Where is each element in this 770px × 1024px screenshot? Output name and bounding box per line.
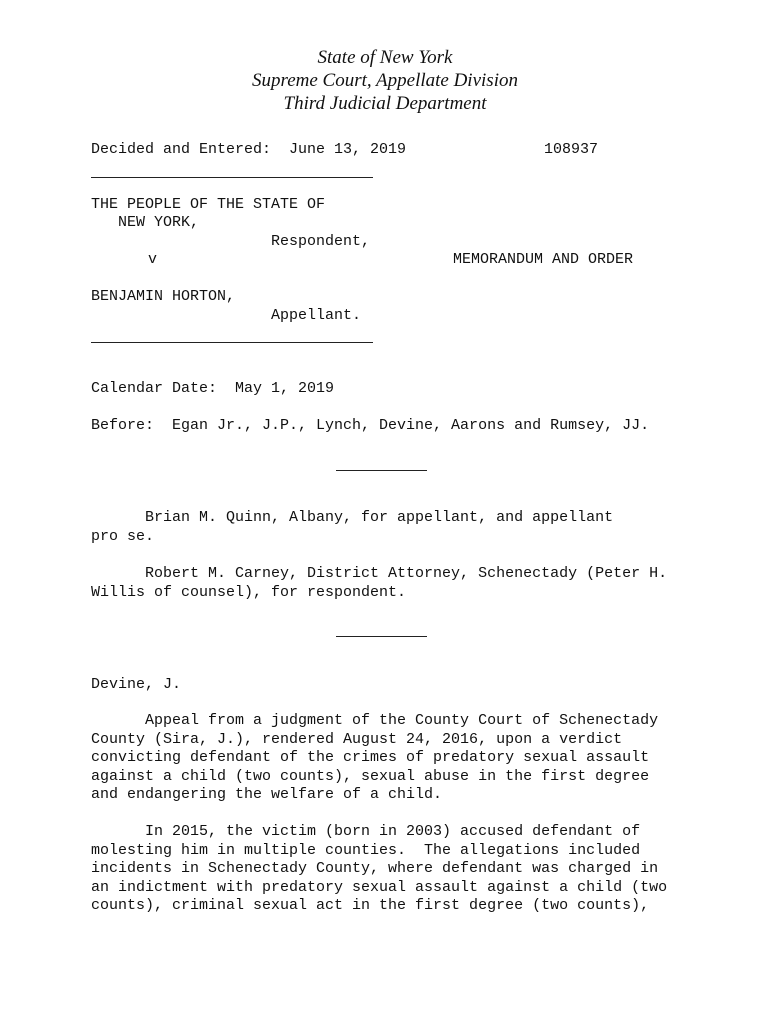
panel-judges: Before: Egan Jr., J.P., Lynch, Devine, Aarons and Rumsey, JJ. [91, 417, 650, 434]
docket-number: 108937 [544, 141, 599, 158]
section-divider-2 [336, 636, 427, 637]
party2-name: BENJAMIN HORTON, [91, 288, 236, 305]
section-divider-1 [336, 470, 427, 471]
court-division-heading: Supreme Court, Appellate Division [252, 70, 518, 91]
calendar-date: Calendar Date: May 1, 2019 [91, 380, 335, 397]
party1-name-line2: NEW YORK, [118, 214, 200, 231]
opinion-paragraph-2: In 2015, the victim (born in 2003) accused defendant of molesting him in multiple counties. The allegations included incidents in Schenectady County, where defendant was charged in an indictment with predatory sexual assault against a child (two counts), criminal sexual act in the first degree (two counts), [91, 823, 668, 914]
document-type: MEMORANDUM AND ORDER [453, 251, 634, 268]
party1-name-line1: THE PEOPLE OF THE STATE OF [91, 196, 326, 213]
court-department-heading: Third Judicial Department [283, 93, 487, 114]
decided-date: Decided and Entered: June 13, 2019 [91, 141, 407, 158]
party2-role: Appellant. [271, 307, 362, 324]
counsel-appellant: Brian M. Quinn, Albany, for appellant, and appellant pro se. [91, 509, 614, 545]
court-state-heading: State of New York [317, 47, 453, 68]
versus: v [148, 251, 158, 268]
counsel-respondent: Robert M. Carney, District Attorney, Schenectady (Peter H. Willis of counsel), for respondent. [91, 565, 668, 601]
caption-top-rule [91, 177, 373, 178]
party1-role: Respondent, [271, 233, 371, 250]
opinion-paragraph-1: Appeal from a judgment of the County Court of Schenectady County (Sira, J.), rendered August 24, 2016, upon a verdict convicting defendant of the crimes of predatory sexual assault against a child (two counts), sexual abuse in the first degree and endangering the welfare of a child. [91, 712, 659, 803]
caption-bottom-rule [91, 342, 373, 343]
opinion-author: Devine, J. [91, 676, 182, 693]
